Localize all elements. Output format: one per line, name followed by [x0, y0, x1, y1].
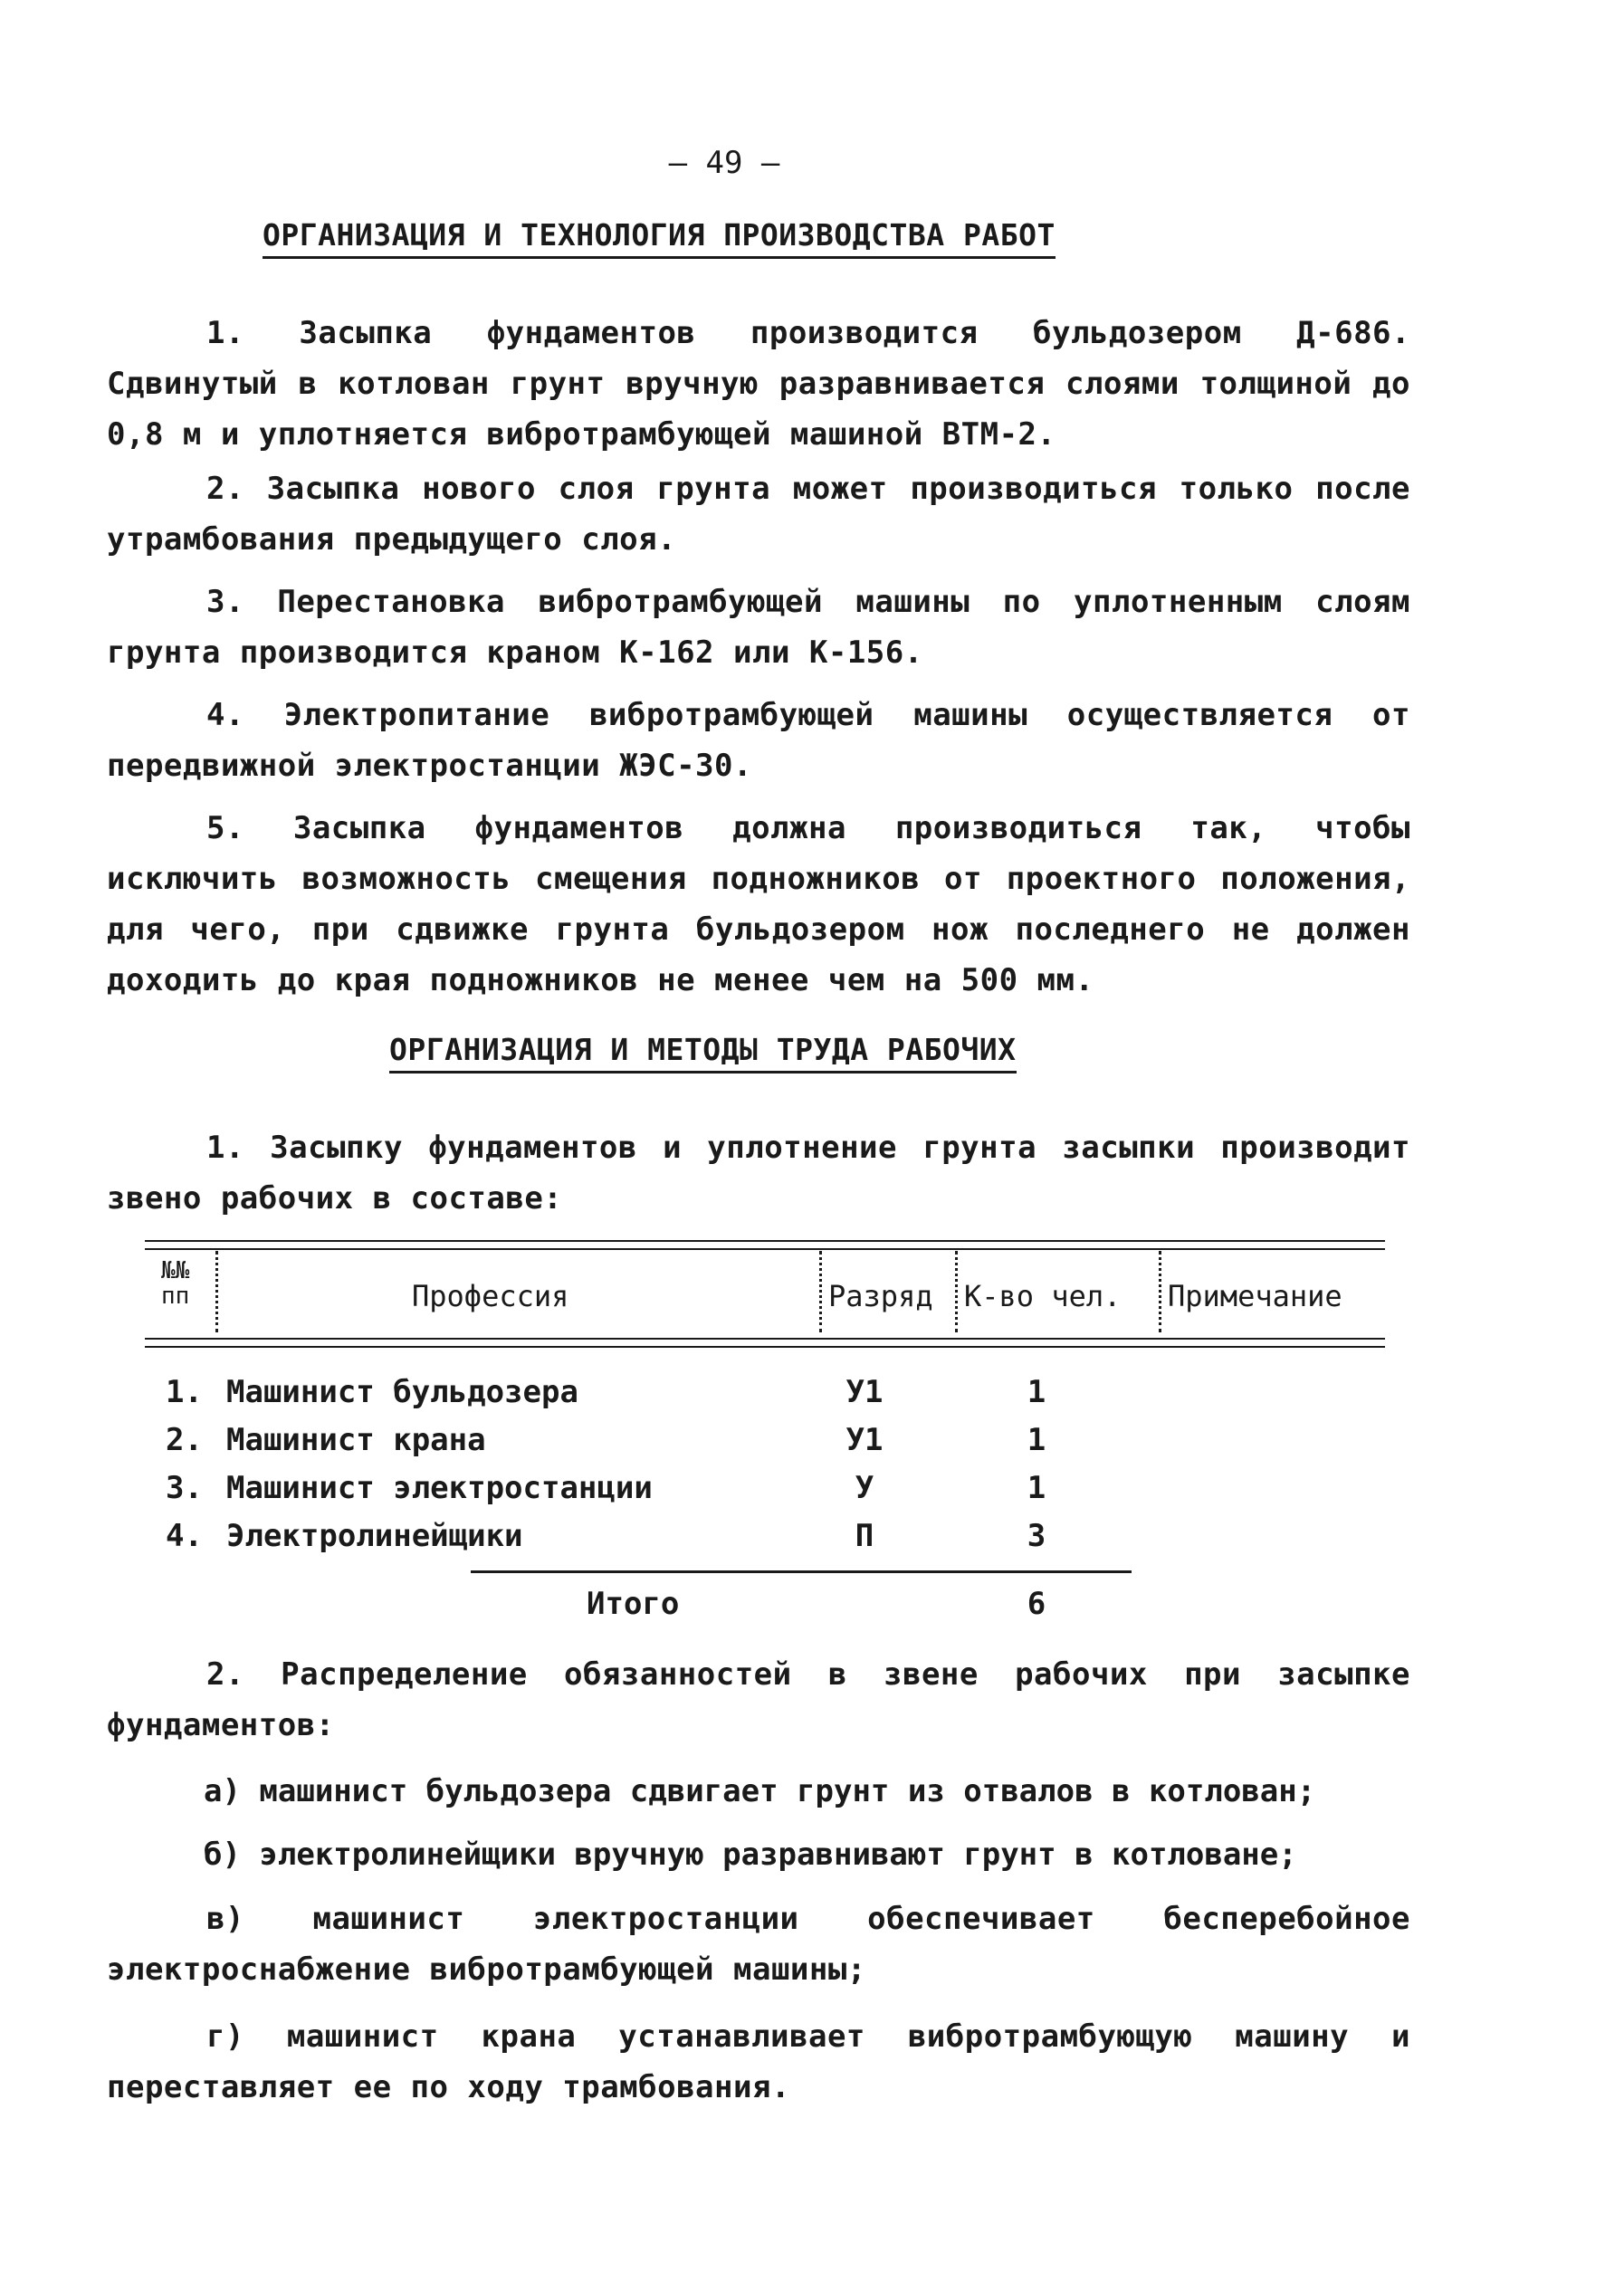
row-3-grade: У	[855, 1470, 874, 1506]
header-note: Примечание	[1168, 1279, 1342, 1313]
row-3-profession: Машинист электростанции	[226, 1470, 653, 1506]
row-2-num: 2.	[166, 1422, 203, 1458]
section-title-technology: ОРГАНИЗАЦИЯ И ТЕХНОЛОГИЯ ПРОИЗВОДСТВА РАБОТ	[263, 217, 1056, 259]
table-intro: 1. Засыпку фундаментов и уплотнение грунта засыпки производит звено рабочих в составе:	[107, 1130, 1410, 1217]
header-count: К-во чел.	[964, 1279, 1122, 1313]
row-3-count: 1	[1027, 1470, 1046, 1506]
section-title-labor: ОРГАНИЗАЦИЯ И МЕТОДЫ ТРУДА РАБОЧИХ	[389, 1032, 1017, 1073]
paragraph-2: 2. Засыпка нового слоя грунта может производиться только после утрамбования предыдущего слоя.	[107, 471, 1410, 558]
row-1-num: 1.	[166, 1374, 203, 1410]
duties-intro: 2. Распределение обязанностей в звене рабочих при засыпке фундаментов:	[107, 1656, 1410, 1743]
duty-c: в) машинист электростанции обеспечивает бесперебойное электроснабжение вибротрамбующей машины;	[107, 1901, 1410, 1988]
header-num-line2: пп	[161, 1283, 190, 1310]
paragraph-1: 1. Засыпка фундаментов производится бульдозером Д-686. Сдвинутый в котлован грунт вручную разравнивается слоями толщиной до 0,8 м и уплотняется вибротрамбующей машиной ВТМ-2.	[107, 315, 1410, 453]
paragraph-5: 5. Засыпка фундаментов должна производиться так, чтобы исключить возможность смещения подножников от проектного положения, для чего, при сдвижке грунта бульдозером нож последнего не должен доходить до края подножников не менее чем на 500 мм.	[107, 810, 1410, 998]
row-4-count: 3	[1027, 1518, 1046, 1554]
row-2-count: 1	[1027, 1422, 1046, 1458]
header-num-line1: №№	[161, 1257, 190, 1284]
table-top-rule	[145, 1240, 1385, 1250]
row-4-grade: П	[855, 1518, 874, 1554]
table-col-separator	[215, 1251, 218, 1332]
row-1-grade: У1	[845, 1374, 884, 1410]
table-col-separator	[1159, 1251, 1161, 1332]
duty-b: б) электролинейщики вручную разравнивают грунт в котловане;	[204, 1837, 1297, 1873]
row-4-profession: Электролинейщики	[226, 1518, 523, 1554]
table-header-rule	[145, 1338, 1385, 1348]
table-col-separator	[819, 1251, 822, 1332]
header-grade: Разряд	[828, 1279, 933, 1313]
duty-a: а) машинист бульдозера сдвигает грунт из отвалов в котлован;	[204, 1773, 1316, 1809]
total-value: 6	[1027, 1586, 1046, 1622]
header-profession: Профессия	[412, 1279, 569, 1313]
row-3-num: 3.	[166, 1470, 203, 1506]
row-4-num: 4.	[166, 1518, 203, 1554]
paragraph-3: 3. Перестановка вибротрамбующей машины по уплотненным слоям грунта производится краном К-162 или К-156.	[107, 584, 1410, 671]
row-2-grade: У1	[845, 1422, 884, 1458]
row-1-count: 1	[1027, 1374, 1046, 1410]
duty-d: г) машинист крана устанавливает вибротрамбующую машину и переставляет ее по ходу трамбования.	[107, 2018, 1410, 2105]
total-label: Итого	[587, 1586, 680, 1622]
table-col-separator	[955, 1251, 958, 1332]
page-number: – 49 –	[668, 145, 780, 181]
row-1-profession: Машинист бульдозера	[226, 1374, 578, 1410]
total-rule	[471, 1570, 1132, 1573]
paragraph-4: 4. Электропитание вибротрамбующей машины осуществляется от передвижной электростанции ЖЭС-30.	[107, 697, 1410, 784]
row-2-profession: Машинист крана	[226, 1422, 486, 1458]
header-num	[161, 1258, 189, 1309]
